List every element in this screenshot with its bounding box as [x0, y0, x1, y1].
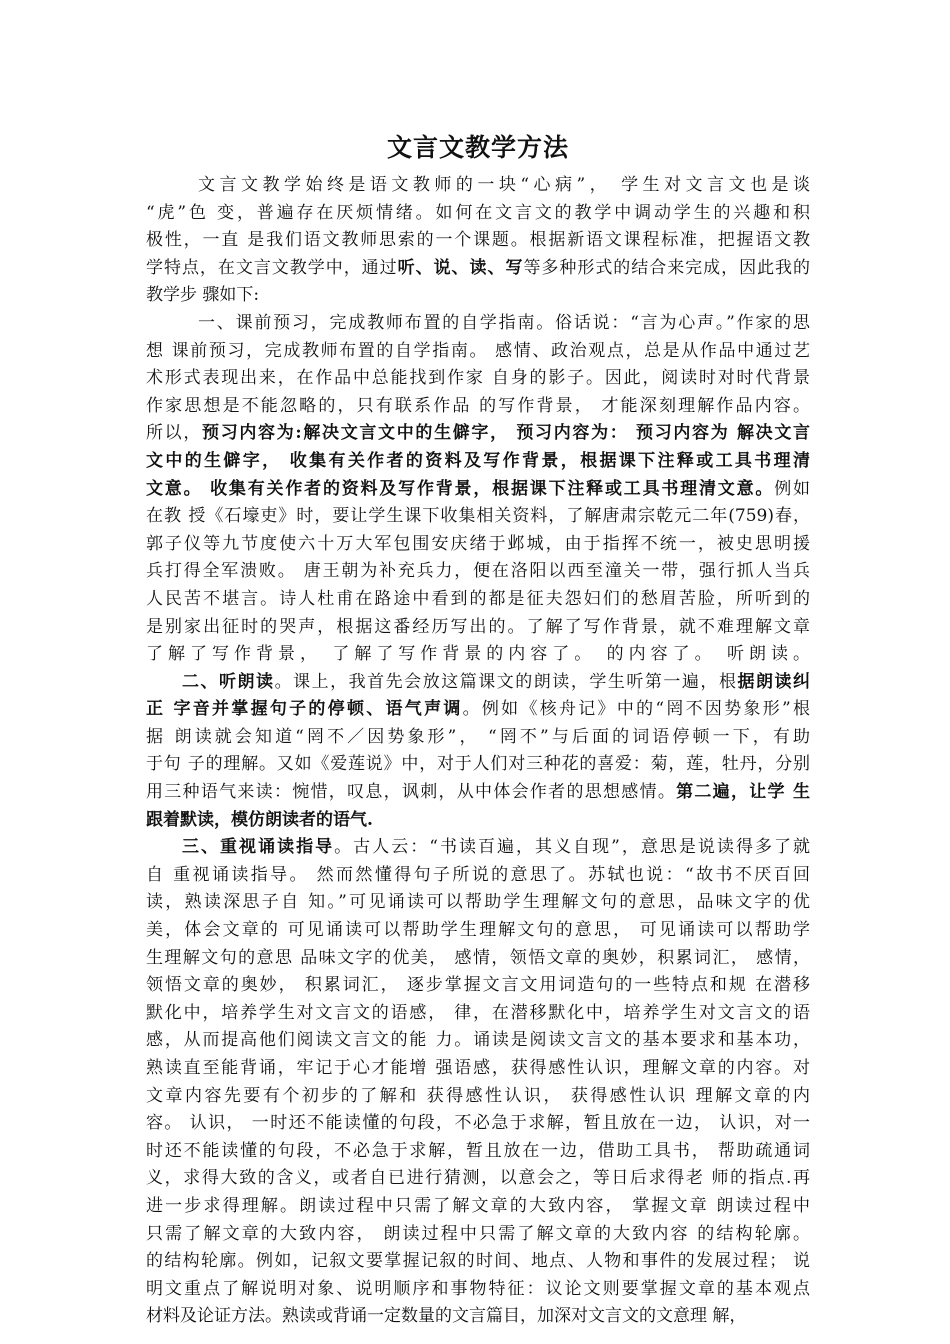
- text-line: [146, 972, 810, 1000]
- text-line: [146, 696, 810, 724]
- text-line: [146, 917, 810, 945]
- text-line: [146, 1193, 810, 1221]
- text-line: [146, 172, 810, 200]
- text-segment: 用三种语气来读：惋惜，叹息，讽刺，从中体会作者的思想感情。: [146, 782, 677, 803]
- text-line: [146, 1138, 810, 1166]
- bold-text-segment: 三、重视诵读指导: [182, 837, 335, 858]
- text-line: [146, 503, 810, 531]
- text-segment: 于句 子的理解。又如《爱莲说》中，对于人们对三种花的喜爱：菊，莲，牡丹，分别: [146, 754, 810, 775]
- text-segment: 极性，一直 是我们语文教师思索的一个课题。根据新语文课程标准，把握语文教: [146, 230, 810, 251]
- text-segment: 生理解文句的意思 品味文字的优美， 感情，领悟文章的奥妙，积累词汇， 感情，: [146, 947, 810, 968]
- text-line: [146, 1083, 810, 1111]
- text-segment: 文言文教学始终是语文教师的一块“心病”， 学生对文言文也是谈: [198, 175, 810, 195]
- bold-text-segment: 二、听朗读: [182, 671, 275, 692]
- text-segment: 是别家出征时的哭声，根据这番经历写出的。了解了写作背景，就不难理解文章: [146, 616, 810, 637]
- text-line: [146, 751, 810, 779]
- text-line: [146, 889, 810, 917]
- text-segment: 兵打得全军溃败。 唐王朝为补充兵力，便在洛阳以西至潼关一带，强行抓人当兵: [146, 561, 810, 582]
- text-line: [146, 1276, 810, 1304]
- text-line: [146, 1000, 810, 1028]
- text-segment: 一、课前预习，完成教师布置的自学指南。俗话说：“言为心声。”作家的思: [198, 312, 810, 333]
- text-line: [146, 807, 810, 835]
- text-segment: 。古人云：“书读百遍，其义自现”，意思是说读得多了就: [334, 837, 810, 858]
- text-segment: 所以，: [146, 423, 203, 444]
- text-line: [146, 779, 810, 807]
- bold-text-segment: 文中的生僻字， 收集有关作者的资料及写作背景，根据课下注释或工具书理清: [146, 450, 810, 471]
- text-segment: 教学步 骤如下:: [146, 285, 260, 306]
- text-line: [146, 393, 810, 421]
- text-line: [146, 669, 810, 697]
- text-line: [146, 420, 810, 448]
- text-segment: 容。 认识， 一时还不能读懂的句段，不必急于求解，暂且放在一边， 认识，对一: [146, 1113, 810, 1134]
- text-segment: 等多种形式的结合来完成，因此我的: [523, 257, 810, 278]
- bold-text-segment: 听、说、读、写: [397, 257, 524, 278]
- bold-text-segment: 预习内容为:解决文言文中的生僻字， 预习内容为： 预习内容为 解决文言: [202, 423, 810, 444]
- text-line: [146, 227, 810, 255]
- text-line: [146, 641, 810, 669]
- bold-text-segment: 跟着默读，模仿朗读者的语气.: [146, 809, 373, 830]
- text-line: [146, 255, 810, 283]
- text-line: [146, 200, 810, 228]
- text-segment: 在教 授《石壕吏》时，要让学生课下收集相关资料，了解唐肃宗乾元二年(759)春，: [146, 506, 810, 527]
- text-segment: 例如: [774, 478, 810, 499]
- text-line: [146, 1110, 810, 1138]
- text-segment: 默化中，培养学生对文言文的语感， 律，在潜移默化中，培养学生对文言文的语: [146, 1002, 810, 1023]
- text-line: [146, 558, 810, 586]
- text-segment: 人民苦不堪言。诗人杜甫在路途中看到的都是征夫怨妇们的愁眉苦脸，所听到的: [146, 588, 810, 609]
- text-segment: 作家思想是不能忽略的，只有联系作品 的写作背景， 才能深刻理解作品内容。: [146, 395, 810, 416]
- text-segment: 自 重视诵读指导。 然而然懂得句子所说的意思了。苏轼也说：“故书不厌百回: [146, 864, 810, 885]
- text-line: [146, 862, 810, 890]
- text-segment: 。课上，我首先会放这篇课文的朗读，学生听第一遍，根: [274, 671, 738, 692]
- text-segment: 术形式表现出来，在作品中总能找到作家 自身的影子。因此，阅读时对时代背景: [146, 368, 810, 389]
- text-segment: 材料及论证方法。熟读或背诵一定数量的文言篇目，加深对文言文的文意理 解，: [146, 1306, 747, 1327]
- bold-text-segment: 文意。 收集有关作者的资料及写作背景，根据课下注释或工具书理清文意。: [146, 478, 775, 499]
- text-line: [146, 448, 810, 476]
- text-line: [146, 531, 810, 559]
- bold-text-segment: 据朗读纠: [737, 671, 810, 692]
- bold-text-segment: 正 字音并掌握句子的停顿、语气声调: [146, 699, 463, 720]
- document-page: [146, 128, 810, 1331]
- text-line: [146, 1055, 810, 1083]
- text-line: [146, 834, 810, 862]
- text-segment: 明文重点了解说明对象、说明顺序和事物特征：议论文则要掌握文章的基本观点: [146, 1278, 810, 1299]
- text-segment: 的结构轮廓。例如，记叙文要掌握记叙的时间、地点、人物和事件的发展过程； 说: [146, 1251, 810, 1272]
- text-segment: 文章内容先要有个初步的了解和 获得感性认识， 获得感性认识 理解文章的内: [146, 1085, 810, 1106]
- text-segment: 读，熟读深思子自 知。”可见诵读可以帮助学生理解文句的意思，品味文字的优: [146, 892, 810, 913]
- text-segment: 。例如《核舟记》中的“罔不因势象形”根: [462, 699, 810, 720]
- text-line: [146, 310, 810, 338]
- text-line: [146, 365, 810, 393]
- text-segment: 义，求得大致的含义，或者自已进行猜测，以意会之，等日后求得老 师的指点.再: [146, 1168, 810, 1189]
- text-segment: 熟读直至能背诵，牢记于心才能增 强语感，获得感性认识，理解文章的内容。对: [146, 1058, 810, 1078]
- text-line: [146, 338, 810, 366]
- text-line: [146, 1248, 810, 1276]
- text-segment: 时还不能读懂的句段，不必急于求解，暂且放在一边，借助工具书， 帮助疏通词: [146, 1140, 810, 1161]
- text-segment: 据 朗读就会知道“罔不／因势象形”， “罔不”与后面的词语停顿一下，有助: [146, 726, 810, 747]
- text-line: [146, 282, 810, 310]
- bold-text-segment: 第二遍，让学 生: [676, 782, 810, 803]
- document-body: [146, 172, 810, 1331]
- text-segment: 学特点，在文言文教学中，通过: [146, 257, 398, 278]
- text-line: [146, 724, 810, 752]
- text-segment: 进一步求得理解。朗读过程中只需了解文章的大致内容， 掌握文章 朗读过程中: [146, 1195, 810, 1216]
- text-segment: “虎”色 变，普遍存在厌烦情绪。如何在文言文的教学中调动学生的兴趣和积: [146, 202, 810, 223]
- text-segment: 美，体会文章的 可见诵读可以帮助学生理解文句的意思， 可见诵读可以帮助学: [146, 920, 810, 941]
- text-line: [146, 945, 810, 973]
- text-line: [146, 1221, 810, 1249]
- text-segment: 感，从而提高他们阅读文言文的能 力。诵读是阅读文言文的基本要求和基本功，: [146, 1030, 810, 1051]
- text-segment: 只需了解文章的大致内容， 朗读过程中只需了解文章的大致内容 的结构轮廓。: [146, 1223, 810, 1244]
- text-segment: 了解了写作背景， 了解了写作背景的内容了。 的内容了。 听朗读。: [146, 644, 810, 665]
- text-segment: 郭子仪等九节度使六十万大军包围安庆绪于邺城，由于指挥不统一，被史思明援: [146, 533, 810, 554]
- document-title: 文言文教学方法: [386, 133, 569, 162]
- text-segment: 领悟文章的奥妙， 积累词汇， 逐步掌握文言文用词造句的一些特点和规 在潜移: [146, 975, 810, 996]
- text-line: [146, 476, 810, 504]
- text-line: [146, 1303, 810, 1331]
- text-line: [146, 1165, 810, 1193]
- text-line: [146, 586, 810, 614]
- text-segment: 想 课前预习，完成教师布置的自学指南。 感情、政治观点，总是从作品中通过艺: [146, 340, 810, 361]
- text-line: [146, 614, 810, 642]
- text-line: [146, 1027, 810, 1055]
